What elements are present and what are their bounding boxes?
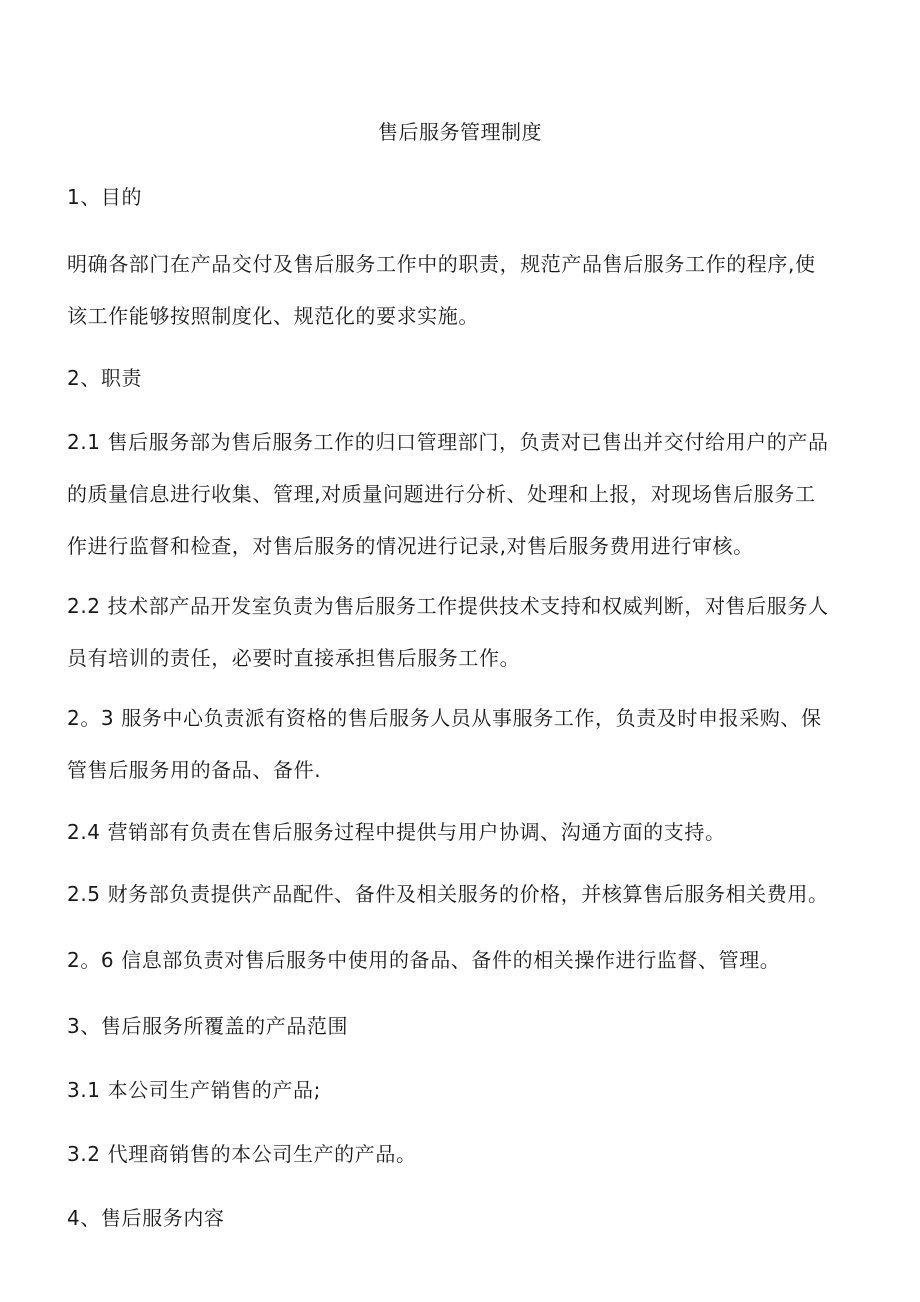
paragraph-2-2 [67,592,867,672]
text-line: 作进行监督和检查，对售后服务的情况进行记录,对售后服务费用进行审核。 [67,534,754,558]
section-heading-scope: 3、售后服务所覆盖的产品范围 [67,1014,349,1038]
paragraph-purpose [67,250,867,330]
paragraph-2-3 [67,704,867,784]
text-line: 2.2 技术部产品开发室负责为售后服务工作提供技术支持和权威判断，对售后服务人 [67,594,829,618]
paragraph-2-1 [67,428,867,560]
document-title: 售后服务管理制度 [378,120,542,144]
text-line: 明确各部门在产品交付及售后服务工作中的职责，规范产品售后服务工作的程序,使 [67,252,816,276]
text-line: 2。3 服务中心负责派有资格的售后服务人员从事服务工作，负责及时申报采购、保 [67,706,822,730]
text-line: 该工作能够按照制度化、规范化的要求实施。 [67,304,479,328]
paragraph-2-6: 2。6 信息部负责对售后服务中使用的备品、备件的相关操作进行监督、管理。 [67,948,781,972]
text-line: 员有培训的责任，必要时直接承担售后服务工作。 [67,646,521,670]
section-heading-content: 4、售后服务内容 [67,1206,225,1230]
text-line: 的质量信息进行收集、管理,对质量问题进行分析、处理和上报，对现场售后服务工 [67,482,816,506]
text-line: 管售后服务用的备品、备件. [67,758,322,782]
paragraph-3-1: 3.1 本公司生产销售的产品; [67,1078,321,1102]
section-heading-responsibilities: 2、职责 [67,366,143,390]
section-heading-purpose: 1、目的 [67,185,143,209]
paragraph-2-4: 2.4 营销部有负责在售后服务过程中提供与用户协调、沟通方面的支持。 [67,820,726,844]
paragraph-3-2: 3.2 代理商销售的本公司生产的产品。 [67,1142,417,1166]
text-line: 2.1 售后服务部为售后服务工作的归口管理部门，负责对已售出并交付给用户的产品 [67,430,829,454]
paragraph-2-5: 2.5 财务部负责提供产品配件、备件及相关服务的价格，并核算售后服务相关费用。 [67,882,829,906]
